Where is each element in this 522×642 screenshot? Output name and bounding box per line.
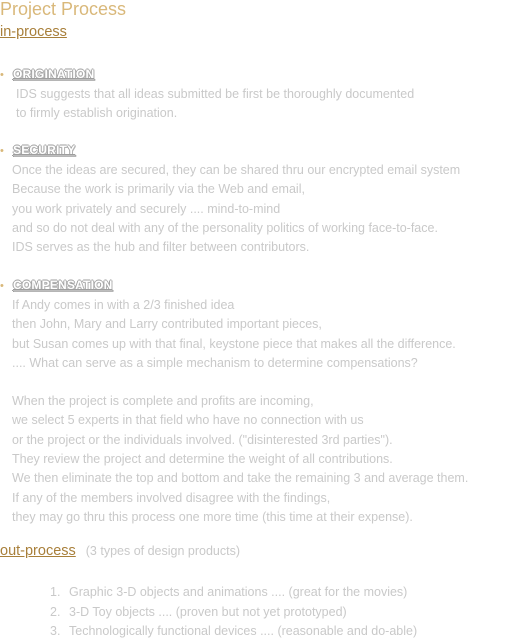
list-number: 2.	[50, 604, 61, 619]
origination-body	[0, 85, 414, 124]
security-section	[0, 142, 460, 257]
origination-line: to firmly establish origination.	[16, 106, 178, 121]
security-line: and so do not deal with any of the personality politics of working face-to-face.	[12, 220, 438, 235]
out-process-link[interactable]: out-process	[0, 543, 76, 559]
list-item-text: 3-D Toy objects .... (proven but not yet prototyped)	[69, 604, 347, 619]
security-line: Once the ideas are secured, they can be shared thru our encrypted email system	[12, 163, 461, 177]
security-line: IDS serves as the hub and filter between contributors.	[12, 240, 310, 255]
bullet-icon: •	[0, 280, 4, 292]
compensation-heading-row	[0, 277, 468, 294]
out-process-note: (3 types of design products)	[85, 544, 241, 558]
bullet-icon: •	[0, 69, 4, 81]
compensation-line: They review the project and determine the weight of all contributions.	[12, 452, 393, 467]
list-item	[50, 583, 417, 603]
compensation-line: then John, Mary and Larry contributed important pieces,	[12, 317, 322, 332]
compensation-line: If any of the members involved disagree with the findings,	[12, 490, 331, 505]
compensation-line: If Andy comes in with a 2/3 finished idea	[12, 298, 235, 312]
list-item-text: Technologically functional devices .... (reasonable and do-able)	[69, 624, 418, 638]
security-line: you work privately and securely .... mind-to-mind	[12, 201, 281, 216]
compensation-line: When the project is complete and profits are incoming,	[12, 394, 314, 409]
compensation-line: they may go thru this process one more time (this time at their expense).	[12, 509, 413, 524]
compensation-line: .... What can serve as a simple mechanism to determine compensations?	[12, 355, 418, 370]
origination-section	[0, 66, 414, 124]
list-item	[50, 622, 417, 642]
compensation-line: or the project or the individuals involved. ("disinterested 3rd parties").	[12, 432, 393, 447]
compensation-line: We then eliminate the top and bottom and take the remaining 3 and average them.	[12, 471, 469, 486]
origination-heading-row	[0, 66, 414, 83]
compensation-line: but Susan comes up with that final, keystone piece that makes all the difference.	[12, 336, 456, 351]
origination-heading: ORIGINATION	[13, 67, 95, 81]
compensation-body	[0, 296, 468, 527]
out-process-row	[0, 542, 240, 561]
compensation-section	[0, 277, 468, 527]
compensation-line: we select 5 experts in that field who have no connection with us	[12, 413, 364, 428]
bullet-icon: •	[0, 145, 4, 157]
origination-line: IDS suggests that all ideas submitted be first be thoroughly documented	[16, 87, 415, 101]
design-products-list	[50, 583, 417, 642]
in-process-link[interactable]: in-process	[0, 24, 67, 40]
page-title: Project Process	[0, 0, 127, 19]
security-heading-row	[0, 142, 460, 159]
list-number: 1.	[50, 585, 61, 599]
list-item-text: Graphic 3-D objects and animations .... (great for the movies)	[69, 585, 408, 599]
list-item	[50, 603, 417, 623]
security-line: Because the work is primarily via the Web and email,	[12, 182, 305, 197]
compensation-heading: COMPENSATION	[13, 278, 113, 292]
list-number: 3.	[50, 624, 61, 638]
security-heading: SECURITY	[13, 143, 76, 157]
security-body	[0, 161, 460, 257]
blank-line	[12, 373, 468, 392]
